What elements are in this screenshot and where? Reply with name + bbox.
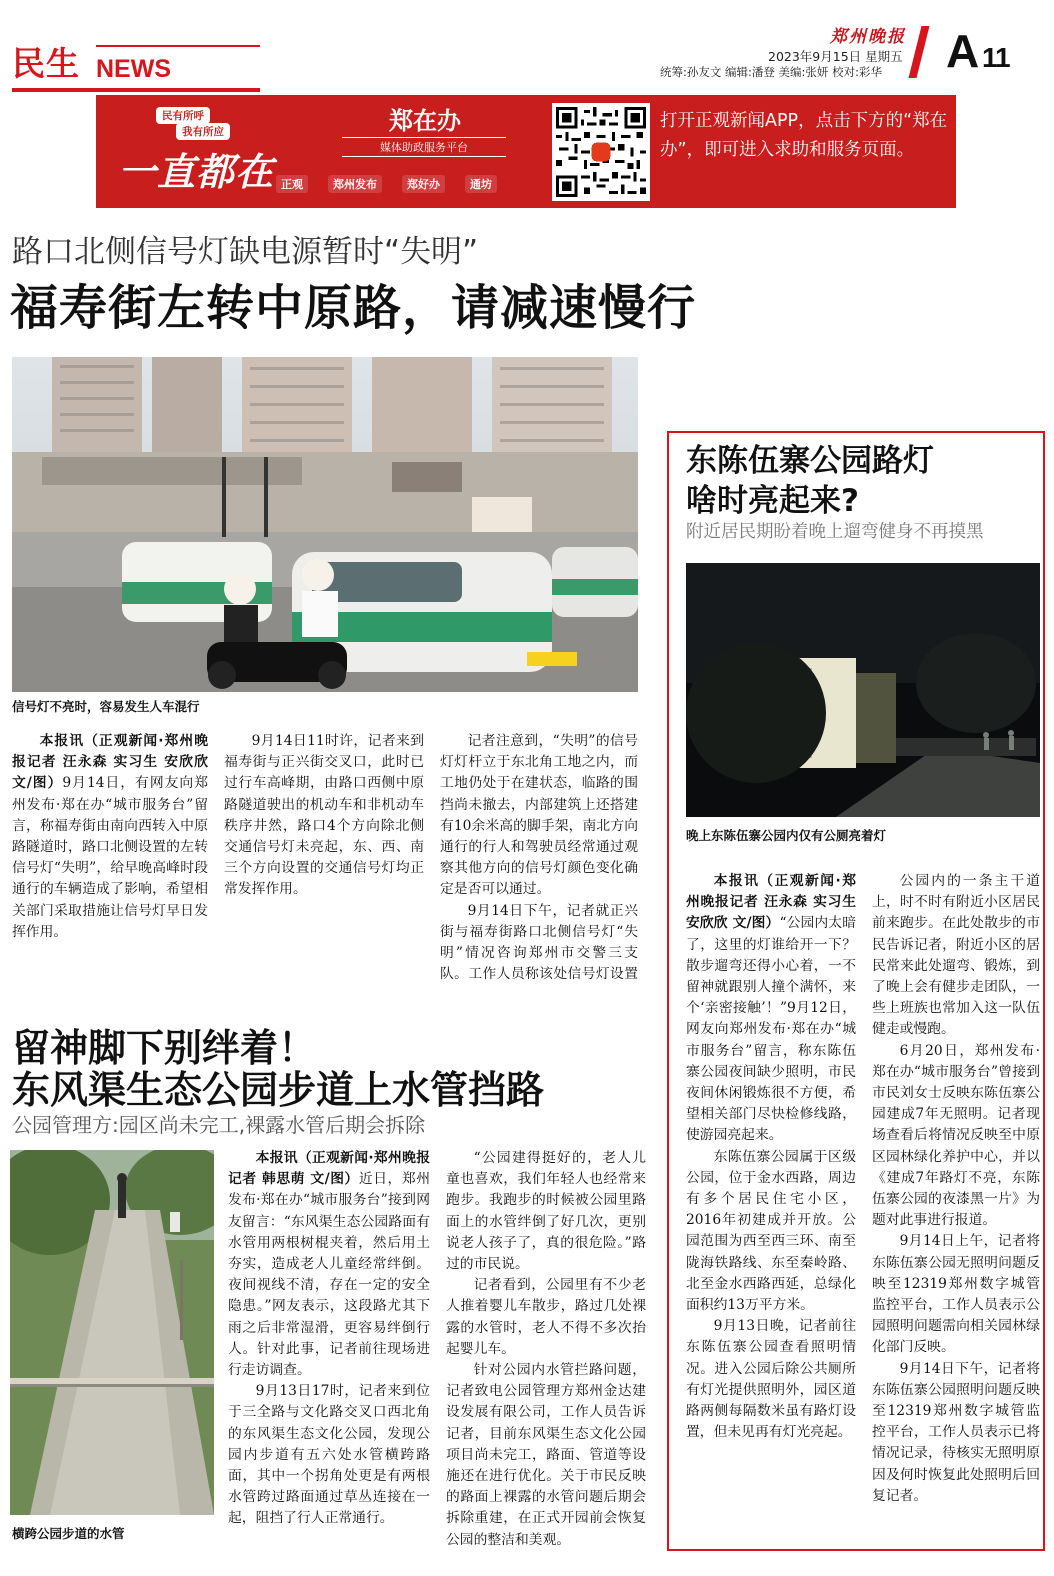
article3-photo: [686, 563, 1040, 817]
page-number-digits: 11: [982, 42, 1010, 73]
partner-logo: 通坊: [465, 175, 497, 193]
article2-column-2: [446, 1148, 646, 1556]
article2-subhead: 公园管理方:园区尚未完工,裸露水管后期会拆除: [12, 1113, 426, 1137]
article1-paragraph: 记者注意到，“失明”的信号灯灯杆立于东北角工地之内，而工地仍处于在建状态，临路的围挡尚未撤去，内部建筑上还搭建有10余米高的脚手架，南北方向通行的行人和驾驶员经常通过观察其他方向的信号灯颜色变化确定是否可以通过。: [440, 733, 638, 898]
article3-paragraph: 9月14日上午，记者将东陈伍寨公园无照明问题反映至12319郑州数字城管监控平台，工作人员表示公园照明问题需向相关园林绿化部门反映。: [872, 1233, 1040, 1356]
article3-paragraph: 9月14日下午，记者将东陈伍寨公园照明问题反映至12319郑州数字城管监控平台，工作人员表示已将情况记录，待核实无照明原因及何时恢复此处照明后回复记者。: [872, 1360, 1040, 1504]
section-name: 民生: [12, 44, 80, 83]
article3-subhead: 附近居民期盼着晚上遛弯健身不再摸黑: [686, 522, 984, 542]
service-banner[interactable]: [96, 95, 956, 208]
article2-paragraph: 近日，郑州发布·郑在办“城市服务台”接到网友留言：“东风渠生态公园路面有水管用两根树棍夹着，然后用土夯实，造成老人儿童经常绊倒。夜间视线不清，存在一定的安全隐患。”网友表示，这段路尤其下雨之后非常湿滑，更容易绊倒行人。针对此事，记者前往现场进行走访调查。: [228, 1171, 430, 1379]
article2-paragraph: 记者看到，公园里有不少老人推着婴儿车散步，路过几处裸露的水管时，老人不得不多次抬起婴儿车。: [446, 1277, 646, 1357]
article3-paragraph: 东陈伍寨公园属于区级公园，位于金水西路，周边有多个居民住宅小区，2016年初建成并开放。公园范围为西至西三环、南至陇海铁路线、东至秦岭路、北至金水西路西延，总绿化面积约13万平方米。: [686, 1148, 856, 1314]
article1-photo: [12, 357, 638, 692]
banner-title: 郑在办: [389, 107, 461, 135]
article2-photo-caption: 横跨公园步道的水管: [12, 1526, 125, 1541]
banner-bubble-2: 我有所应: [176, 123, 230, 140]
banner-instructions: 打开正观新闻APP，点击下方的“郑在办”，即可进入求助和服务页面。: [660, 111, 948, 160]
masthead-rule: [12, 88, 260, 92]
paper-logo: 郑州晚报: [830, 27, 906, 47]
article2-paragraph: “公园建得挺好的，老人儿童也喜欢，我们年轻人也经常来跑步。我跑步的时候被公园里路面上的水管绊倒了好几次，更别说老人孩子了，真的很危险。”路过的市民说。: [446, 1150, 646, 1273]
partner-logo: 正观: [276, 175, 308, 193]
article3-paragraph: “公园内太暗了，这里的灯谁给开一下？散步遛弯还得小心着，一不留神就跟别人撞个满怀，来个‘亲密接触’！”9月12日，网友向郑州发布·郑在办“城市服务台”留言，称东陈伍寨公园夜间缺少照明，市民夜间休闲锻炼很不方便，希望相关部门尽快检修线路，使游园亮起来。: [686, 915, 856, 1144]
article3-column-1: [686, 871, 856, 1547]
article2-paragraph: 针对公园内水管拦路问题，记者致电公园管理方郑州金达建设发展有限公司，工作人员告诉记者，目前东风渠生态文化公园项目尚未完工，路面、管道等设施还在进行优化。关于市民反映的路面上裸露的水管问题后期会拆除重建，在正式开园前会恢复公园的整洁和美观。: [446, 1362, 646, 1548]
article1-paragraph: 9月14日，有网友向郑州发布·郑在办“城市服务台”留言，称福寿街由南向西转入中原路隧道时，路口北侧设置的左转信号灯“失明”，给早晚高峰时段通行的车辆造成了影响，希望相关部门采取措施让信号灯早日发挥作用。: [12, 775, 208, 940]
masthead-rule-top: [96, 45, 260, 47]
partner-logo: 郑好办: [402, 175, 445, 193]
article3-photo-caption: 晚上东陈伍寨公园内仅有公厕亮着灯: [686, 828, 887, 843]
article1-column-1: [12, 731, 208, 986]
article3-byline: 本报讯（正观新闻·郑州晚报记者 汪永森 实习生 安欣欣 文/图）: [686, 873, 856, 932]
partner-logo: 郑州发布: [328, 175, 382, 193]
article3-column-2: [872, 871, 1040, 1547]
staff-credits: 统筹:孙友文 编辑:潘登 美编:张妍 校对:彩华: [660, 65, 882, 79]
article1-column-2: [224, 731, 424, 986]
article1-column-3: [440, 731, 638, 986]
article2-headline-line1: 留神脚下别绊着！: [12, 1026, 317, 1070]
article1-paragraph: 9月14日下午，记者就正兴街与福寿街路口北侧信号灯“失明”情况咨询郑州市交警三支队。工作人员称该处信号灯设置: [440, 902, 638, 983]
banner-subtitle: 媒体助政服务平台: [342, 137, 506, 157]
page-number-letter: A: [946, 25, 980, 77]
article1-byline: 本报讯（正观新闻·郑州晚报记者 汪永森 实习生 安欣欣 文/图）: [12, 733, 208, 792]
article1-headline: 福寿街左转中原路，请减速慢行: [10, 280, 697, 336]
article3-headline-line2: 啥时亮起来?: [686, 483, 859, 519]
issue-date: 2023年9月15日 星期五: [768, 49, 903, 64]
banner-bubble-1: 民有所呼: [156, 107, 210, 124]
section-name-en: NEWS: [96, 55, 171, 83]
banner-slogan: 一直都在: [118, 149, 275, 194]
qr-code-icon[interactable]: [552, 103, 650, 201]
article1-photo-caption: 信号灯不亮时，容易发生人车混行: [12, 699, 200, 714]
article3-headline-line1: 东陈伍寨公园路灯: [686, 443, 934, 479]
article2-paragraph: 9月13日17时，记者来到位于三全路与文化路交叉口西北角的东风渠生态文化公园，发现公园内步道有五六处水管横跨路面，其中一个拐角处更是有两根水管跨过路面通过草丛连接在一起，阻挡了行人正常通行。: [228, 1383, 430, 1527]
article2-byline: 本报讯（正观新闻·郑州晚报记者 韩思萌 文/图）: [228, 1150, 430, 1188]
article3-paragraph: 6月20日，郑州发布·郑在办“城市服务台”曾接到市民刘女士反映东陈伍寨公园建成7年无照明。记者现场查看后将情况反映至中原区园林绿化养护中心，并以《建成7年路灯不亮，东陈伍寨公园的夜漆黑一片》为题对此事进行报道。: [872, 1042, 1040, 1229]
page-slash-decoration: [909, 26, 930, 78]
article2-column-1: [228, 1148, 430, 1556]
article1-kicker: 路口北侧信号灯缺电源暂时“失明”: [12, 234, 479, 270]
article1-paragraph: 9月14日11时许，记者来到福寿街与正兴街交叉口，此时已过行车高峰期，由路口西侧中原路隧道驶出的机动车和非机动车秩序井然，路口4个方向除北侧交通信号灯未亮起，东、西、南三个方向设置的交通信号灯均正常发挥作用。: [224, 733, 424, 898]
partner-logos: [276, 175, 497, 193]
article3-paragraph: 9月13日晚，记者前往东陈伍寨公园查看照明情况。进入公园后除公共厕所有灯光提供照明外，园区道路两侧每隔数米虽有路灯设置，但未见再有灯光亮起。: [686, 1318, 856, 1441]
article2-photo: [10, 1150, 214, 1515]
article2-headline-line2: 东风渠生态公园步道上水管挡路: [12, 1068, 545, 1112]
article3-paragraph: 公园内的一条主干道上，时不时有附近小区居民前来跑步。在此处散步的市民告诉记者，附近小区的居民常来此处遛弯、锻炼，到了晚上会有健步走团队，一些上班族也常加入这一队伍健走或慢跑。: [872, 873, 1040, 1038]
